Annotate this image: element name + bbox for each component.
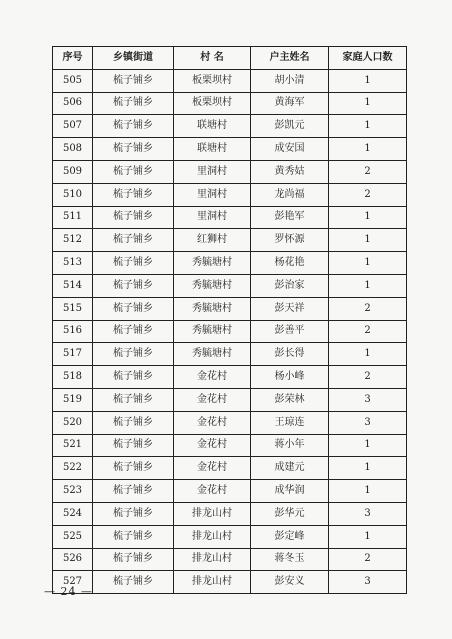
cell-town: 梳子铺乡 (93, 434, 174, 457)
cell-village: 秀毓塘村 (174, 320, 251, 343)
cell-village: 排龙山村 (174, 525, 251, 548)
cell-village: 金花村 (174, 411, 251, 434)
table-row (53, 571, 407, 594)
table-row (53, 183, 407, 206)
cell-town: 梳子铺乡 (93, 343, 174, 366)
cell-town: 梳子铺乡 (93, 160, 174, 183)
cell-household-head: 彭凯元 (251, 115, 329, 138)
cell-village: 排龙山村 (174, 502, 251, 525)
cell-household-head: 成安国 (251, 138, 329, 161)
cell-serial: 509 (53, 160, 93, 183)
cell-serial: 521 (53, 434, 93, 457)
cell-village: 秀毓塘村 (174, 297, 251, 320)
cell-family-size: 2 (329, 366, 407, 389)
cell-household-head: 黄秀姑 (251, 160, 329, 183)
cell-town: 梳子铺乡 (93, 252, 174, 275)
cell-serial: 522 (53, 457, 93, 480)
table-header-row (53, 47, 407, 70)
header-household-head: 户主姓名 (251, 47, 329, 70)
header-serial: 序号 (53, 47, 93, 70)
cell-village: 金花村 (174, 480, 251, 503)
cell-village: 排龙山村 (174, 548, 251, 571)
table-row (53, 388, 407, 411)
page-number: — 24 — (44, 585, 93, 598)
table-row (53, 274, 407, 297)
cell-town: 梳子铺乡 (93, 229, 174, 252)
table-row (53, 69, 407, 92)
cell-serial: 526 (53, 548, 93, 571)
cell-household-head: 成建元 (251, 457, 329, 480)
cell-family-size: 1 (329, 138, 407, 161)
cell-serial: 511 (53, 206, 93, 229)
table-row (53, 160, 407, 183)
table-row (53, 320, 407, 343)
cell-family-size: 1 (329, 274, 407, 297)
table-row (53, 92, 407, 115)
cell-household-head: 蒋小年 (251, 434, 329, 457)
cell-serial: 524 (53, 502, 93, 525)
table-row (53, 434, 407, 457)
cell-village: 板栗坝村 (174, 69, 251, 92)
cell-family-size: 1 (329, 343, 407, 366)
cell-serial: 508 (53, 138, 93, 161)
cell-serial: 507 (53, 115, 93, 138)
table-row (53, 252, 407, 275)
cell-household-head: 杨花艳 (251, 252, 329, 275)
cell-village: 金花村 (174, 434, 251, 457)
table-row (53, 480, 407, 503)
cell-serial: 520 (53, 411, 93, 434)
cell-serial: 514 (53, 274, 93, 297)
cell-household-head: 彭定峰 (251, 525, 329, 548)
cell-town: 梳子铺乡 (93, 525, 174, 548)
cell-serial: 510 (53, 183, 93, 206)
cell-town: 梳子铺乡 (93, 115, 174, 138)
cell-town: 梳子铺乡 (93, 571, 174, 594)
cell-family-size: 2 (329, 548, 407, 571)
cell-town: 梳子铺乡 (93, 548, 174, 571)
cell-town: 梳子铺乡 (93, 502, 174, 525)
cell-household-head: 成华润 (251, 480, 329, 503)
table-body (53, 69, 407, 593)
cell-household-head: 胡小清 (251, 69, 329, 92)
cell-household-head: 彭善平 (251, 320, 329, 343)
cell-village: 板栗坝村 (174, 92, 251, 115)
table-row (53, 502, 407, 525)
cell-family-size: 3 (329, 411, 407, 434)
header-family-size: 家庭人口数 (329, 47, 407, 70)
cell-serial: 516 (53, 320, 93, 343)
cell-family-size: 1 (329, 457, 407, 480)
cell-family-size: 1 (329, 206, 407, 229)
cell-town: 梳子铺乡 (93, 297, 174, 320)
cell-family-size: 1 (329, 525, 407, 548)
cell-village: 金花村 (174, 366, 251, 389)
cell-village: 秀毓塘村 (174, 252, 251, 275)
cell-town: 梳子铺乡 (93, 92, 174, 115)
cell-serial: 525 (53, 525, 93, 548)
cell-household-head: 罗怀源 (251, 229, 329, 252)
cell-family-size: 1 (329, 115, 407, 138)
cell-town: 梳子铺乡 (93, 480, 174, 503)
cell-family-size: 2 (329, 320, 407, 343)
cell-serial: 518 (53, 366, 93, 389)
cell-family-size: 1 (329, 69, 407, 92)
cell-family-size: 2 (329, 297, 407, 320)
table-row (53, 548, 407, 571)
cell-serial: 523 (53, 480, 93, 503)
cell-village: 红狮村 (174, 229, 251, 252)
cell-household-head: 蒋冬玉 (251, 548, 329, 571)
cell-town: 梳子铺乡 (93, 457, 174, 480)
cell-family-size: 3 (329, 388, 407, 411)
table-row (53, 115, 407, 138)
cell-serial: 506 (53, 92, 93, 115)
cell-family-size: 1 (329, 252, 407, 275)
cell-town: 梳子铺乡 (93, 138, 174, 161)
cell-household-head: 彭长得 (251, 343, 329, 366)
cell-family-size: 3 (329, 571, 407, 594)
cell-town: 梳子铺乡 (93, 183, 174, 206)
cell-household-head: 王琼连 (251, 411, 329, 434)
cell-town: 梳子铺乡 (93, 388, 174, 411)
table-row (53, 229, 407, 252)
cell-household-head: 彭华元 (251, 502, 329, 525)
cell-serial: 519 (53, 388, 93, 411)
cell-village: 秀毓塘村 (174, 274, 251, 297)
cell-family-size: 1 (329, 92, 407, 115)
cell-village: 金花村 (174, 457, 251, 480)
header-village: 村 名 (174, 47, 251, 70)
cell-village: 秀毓塘村 (174, 343, 251, 366)
cell-village: 里洞村 (174, 206, 251, 229)
table-row (53, 138, 407, 161)
cell-family-size: 3 (329, 502, 407, 525)
cell-serial: 517 (53, 343, 93, 366)
cell-family-size: 1 (329, 434, 407, 457)
cell-town: 梳子铺乡 (93, 411, 174, 434)
cell-serial: 515 (53, 297, 93, 320)
cell-village: 联塘村 (174, 115, 251, 138)
cell-family-size: 1 (329, 480, 407, 503)
cell-serial: 513 (53, 252, 93, 275)
cell-serial: 512 (53, 229, 93, 252)
table-row (53, 343, 407, 366)
cell-family-size: 1 (329, 229, 407, 252)
cell-family-size: 2 (329, 183, 407, 206)
table-row (53, 297, 407, 320)
cell-household-head: 彭艳军 (251, 206, 329, 229)
cell-village: 金花村 (174, 388, 251, 411)
table-row (53, 457, 407, 480)
cell-town: 梳子铺乡 (93, 69, 174, 92)
cell-household-head: 杨小峰 (251, 366, 329, 389)
cell-household-head: 彭治家 (251, 274, 329, 297)
cell-town: 梳子铺乡 (93, 366, 174, 389)
table-row (53, 206, 407, 229)
cell-household-head: 彭天祥 (251, 297, 329, 320)
cell-household-head: 彭荣林 (251, 388, 329, 411)
table-row (53, 366, 407, 389)
cell-town: 梳子铺乡 (93, 206, 174, 229)
header-town: 乡镇街道 (93, 47, 174, 70)
household-table (52, 46, 407, 594)
cell-household-head: 黄海军 (251, 92, 329, 115)
cell-town: 梳子铺乡 (93, 274, 174, 297)
table-row (53, 411, 407, 434)
cell-village: 排龙山村 (174, 571, 251, 594)
cell-family-size: 2 (329, 160, 407, 183)
cell-household-head: 彭安义 (251, 571, 329, 594)
cell-village: 里洞村 (174, 160, 251, 183)
table-row (53, 525, 407, 548)
cell-village: 联塘村 (174, 138, 251, 161)
cell-village: 里洞村 (174, 183, 251, 206)
cell-serial: 505 (53, 69, 93, 92)
cell-household-head: 龙尚福 (251, 183, 329, 206)
cell-town: 梳子铺乡 (93, 320, 174, 343)
cell-serial: 527 (53, 571, 93, 594)
